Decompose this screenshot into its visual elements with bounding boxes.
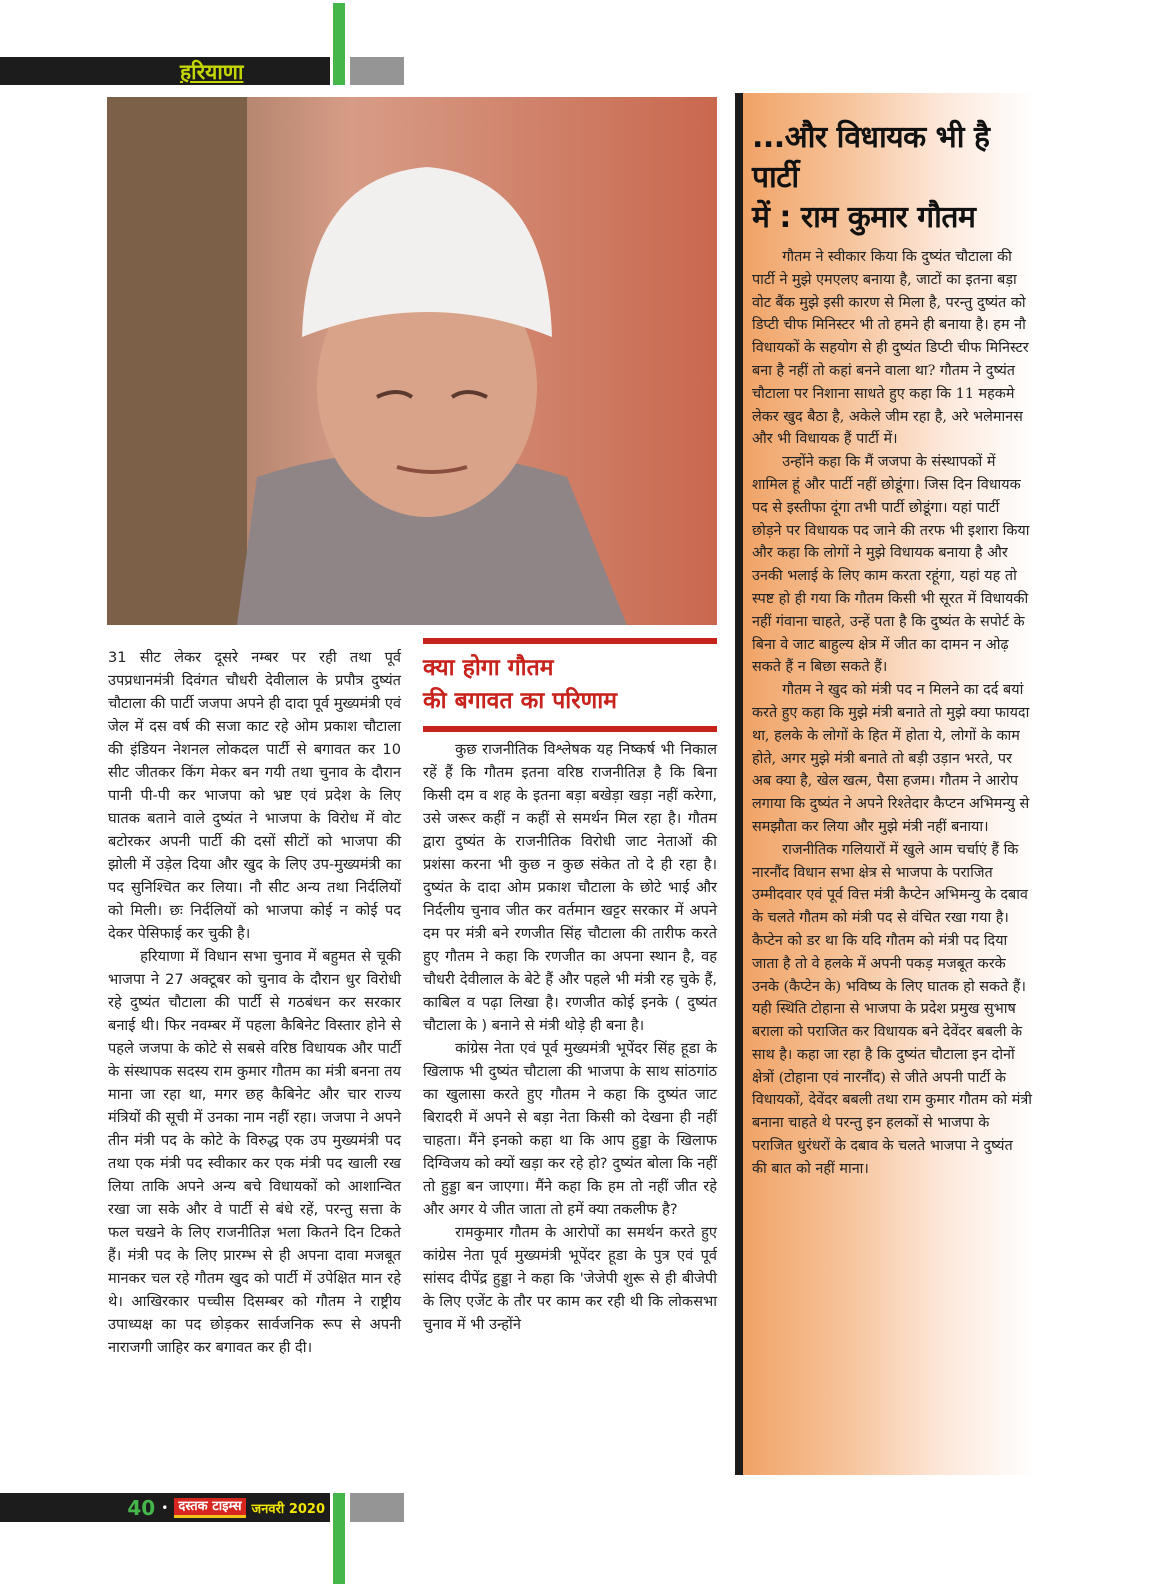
heading-rule-top	[423, 638, 717, 644]
paragraph: राजनीतिक गलियारों में खुले आम चर्चाएं हैं कि नारनौंद विधान सभा क्षेत्र से भाजपा के पराजित उम्मीदवार एवं पूर्व वित्त मंत्री कैप्टेन अभिमन्यु के दबाव के चलते गौतम को मंत्री पद से वंचित रखा गया है। कैप्टेन को डर था कि यदि गौतम को मंत्री पद दिया जाता है तो वे हलके में अपनी पकड़ मजबूत करके उनके (कैप्टेन के) भविष्य के लिए घातक हो सकते हैं। यही स्थिति टोहाना से भाजपा के प्रदेश प्रमुख सुभाष बराला को पराजित कर विधायक बने देवेंदर बबली के साथ है। कहा जा रहा है कि दुष्यंत चौटाला इन दोनों क्षेत्रों (टोहाना एवं नारनौंद) से जीते अपनी पार्टी के विधायकों, देवेंदर बबली तथा राम कुमार गौतम को मंत्री बनाना चाहते थे परन्तु इन हलकों से भाजपा के पराजित धुरंधरों के दबाव के चलते भाजपा ने दुष्यंत की बात को नहीं माना।	[752, 841, 1032, 1177]
sidebar-title	[752, 118, 1032, 238]
paragraph: रामकुमार गौतम के आरोपों का समर्थन करते हुए कांग्रेस नेता पूर्व मुख्यमंत्री भूपेंदर हूडा के पुत्र एवं पूर्व सांसद दीपेंद्र हुड्डा ने कहा कि 'जेजेपी शुरू से ही बीजेपी के लिए एजेंट के तौर पर काम कर रही थी कि लोकसभा चुनाव में भी उन्होंने	[423, 1224, 717, 1333]
gray-accent-block	[350, 57, 404, 85]
sidebar-content	[752, 118, 1032, 1181]
sidebar-text	[752, 246, 1032, 1181]
paragraph: कांग्रेस नेता एवं पूर्व मुख्यमंत्री भूपेंदर सिंह हूडा के खिलाफ भी दुष्यंत चौटाला की भाजपा के साथ सांठगांठ का खुलासा करते हुए गौतम ने कहा कि दुष्यंत जाट बिरादरी में अपने से बड़ा नेता किसी को देखना ही नहीं चाहता। मैंने इनको कहा था कि आप हुड्डा के खिलाफ दिग्विजय को क्यों खड़ा कर रहे हो? दुष्यंत बोला कि नहीं तो हुड्डा बन जाएगा। मैंने कहा कि हम तो नहीं जीत रहे और अगर ये जीत जाता तो हमें क्या तकलीफ है?	[423, 1040, 717, 1218]
paragraph: उन्होंने कहा कि मैं जजपा के संस्थापकों में शामिल हूं और पार्टी नहीं छोडूंगा। जिस दिन विधायक पद से इस्तीफा दूंगा तभी पार्टी छोडूंगा। यहां पार्टी छोड़ने पर विधायक पद जाने की तरफ भी इशारा किया और कहा कि लोगों ने मुझे विधायक बनाया है और उनकी भलाई के लिए काम करता रहूंगा, यहां यह तो स्पष्ट हो ही गया कि गौतम किसी भी सूरत में विधायकी नहीं गंवाना चाहते, उन्हें पता है कि दुष्यंत के सपोर्ट के बिना वे जाट बाहुल्य क्षेत्र में जीत का दामन न ओढ़ सकते हैं न बिछा सकते हैं।	[752, 454, 1030, 676]
paragraph: गौतम ने स्वीकार किया कि दुष्यंत चौटाला की पार्टी ने मुझे एमएलए बनाया है, जाटों का इतना बड़ा वोट बैंक मुझे इसी कारण से मिला है, परन्तु दुष्यंत को डिप्टी चीफ मिनिस्टर भी तो हमने ही बनाया है। हम नौ विधायकों के सहयोग से ही दुष्यंत डिप्टी चीफ मिनिस्टर बना है नहीं तो कहां बनने वाला था? गौतम ने दुष्यंत चौटाला पर निशाना साधते हुए कहा कि 11 महकमे लेकर खुद बैठा है, अकेले जीम रहा है, अरे भलेमानस और भी विधायक हैं पार्टी में।	[752, 249, 1029, 448]
section-label: हरियाणा	[180, 60, 244, 84]
paragraph: हरियाणा में विधान सभा चुनाव में बहुमत से चूकी भाजपा ने 27 अक्टूबर को चुनाव के दौरान धुर विरोधी रहे दुष्यंत चौटाला की पार्टी से गठबंधन कर सरकार बनाई थी। फिर नवम्बर में पहला कैबिनेट विस्तार होने से पहले जजपा के कोटे से सबसे वरिष्ठ विधायक और पार्टी के संस्थापक सदस्य राम कुमार गौतम का मंत्री बनना तय माना जा रहा था, मगर छह कैबिनेट और चार राज्य मंत्रियों की सूची में उनका नाम नहीं रहा। जजपा ने अपने तीन मंत्री पद के कोटे के विरुद्ध एक उप मुख्यमंत्री पद तथा एक मंत्री पद स्वीकार कर एक मंत्री पद खाली रख लिया ताकि अपने अन्य बचे विधायकों को आशान्वित रखा जा सके और वे पार्टी से बंधे रहें, परन्तु सत्ता के फल चखने के लिए राजनीतिज्ञ भला कितने दिन टिकते हैं। मंत्री पद के लिए प्रारम्भ से ही अपना दावा मजबूत मानकर चल रहे गौतम खुद को पार्टी में उपेक्षित मान रहे थे। आखिरकार पच्चीस दिसम्बर को गौतम ने राष्ट्रीय उपाध्यक्ष का पद छोड़कर सार्वजनिक रूप से अपनी नाराजगी जाहिर कर बगावत कर ही दी।	[108, 948, 401, 1356]
subheading-line-2: की बगावत का परिणाम	[423, 688, 617, 714]
footer-info	[100, 1493, 325, 1522]
paragraph: 31 सीट लेकर दूसरे नम्बर पर रही तथा पूर्व उपप्रधानमंत्री दिवंगत चौधरी देवीलाल के प्रपौत्र दुष्यंत चौटाला की पार्टी जजपा अपने ही दादा पूर्व मुख्यमंत्री एवं जेल में दस वर्ष की सजा काट रहे ओम प्रकाश चौटाला की इंडियन नेशनल लोकदल पार्टी से बगावत कर 10 सीट जीतकर किंग मेकर बन गयी तथा चुनाव के दौरान पानी पी-पी कर भाजपा को भ्रष्ट एवं प्रदेश के लिए घातक बताने वाले दुष्यंत ने भाजपा के विरोध में वोट बटोरकर अपनी पार्टी की दसों सीटों को भाजपा की झोली में उड़ेल दिया और खुद के लिए उप-मुख्यमंत्री का पद सुनिश्चित कर लिया। नौ सीट अन्य तथा निर्दलियों को मिली। छः निर्दलियों को भाजपा कोई न कोई पद देकर पेसिफाई कर चुकी है।	[108, 649, 401, 942]
portrait-photo	[107, 97, 717, 625]
middle-column	[423, 638, 717, 1336]
heading-rule-bottom	[423, 726, 717, 732]
magazine-logo: दस्तक टाइम्स	[174, 1498, 245, 1518]
section-header-bar	[0, 57, 330, 85]
middle-column-text	[423, 738, 717, 1336]
sidebar-title-line-1: ...और विधायक भी है पार्टी	[752, 120, 990, 195]
paragraph: कुछ राजनीतिक विश्लेषक यह निष्कर्ष भी निकाल रहें हैं कि गौतम इतना वरिष्ठ राजनीतिज्ञ है कि बिना किसी दम व शह के इतना बड़ा बखेड़ा खड़ा नहीं करेगा, उसे जरूर कहीं न कहीं से समर्थन मिल रहा है। गौतम द्वारा दुष्यंत के राजनीतिक विरोधी जाट नेताओं की प्रशंसा करना भी कुछ न कुछ संकेत तो दे ही रहा है। दुष्यंत के दादा ओम प्रकाश चौटाला के छोटे भाई और निर्दलीय चुनाव जीत कर वर्तमान खट्टर सरकार में अपने दम पर मंत्री बने रणजीत सिंह चौटाला की तारीफ करते हुए गौतम ने कहा कि रणजीत का अपना स्थान है, वह चौधरी देवीलाल के बेटे हैं और पहले भी मंत्री रह चुके हैं, काबिल व पढ़ा लिखा है। रणजीत कोई इनके ( दुष्यंत चौटाला के ) बनाने से मंत्री थोड़े ही बना है।	[423, 741, 717, 1034]
gray-accent-block-bottom	[350, 1493, 404, 1522]
paragraph: गौतम ने खुद को मंत्री पद न मिलने का दर्द बयां करते हुए कहा कि मुझे मंत्री बनाते तो मुझे क्या फायदा था, हलके के लोगों के हित में होता ये, लोगों के काम होते, अगर मुझे मंत्री बनाते तो बड़ी उड़ान भरते, पर अब क्या है, खेल खत्म, पैसा हजम। गौतम ने आरोप लगाया कि दुष्यंत ने अपने रिश्तेदार कैप्टन अभिमन्यु से समझौता कर लिया और मुझे मंत्री नहीं बनाया।	[752, 682, 1030, 835]
separator-dot: •	[161, 1500, 169, 1515]
subheading-line-1: क्या होगा गौतम	[423, 655, 554, 681]
sidebar-title-line-2: में : राम कुमार गौतम	[752, 200, 976, 235]
issue-date: जनवरी 2020	[251, 1501, 325, 1517]
left-column-text	[108, 646, 401, 1359]
green-accent-bar-bottom	[333, 1493, 345, 1584]
subheading	[423, 652, 717, 718]
green-accent-bar	[333, 3, 345, 85]
page-number: 40	[127, 1495, 156, 1520]
